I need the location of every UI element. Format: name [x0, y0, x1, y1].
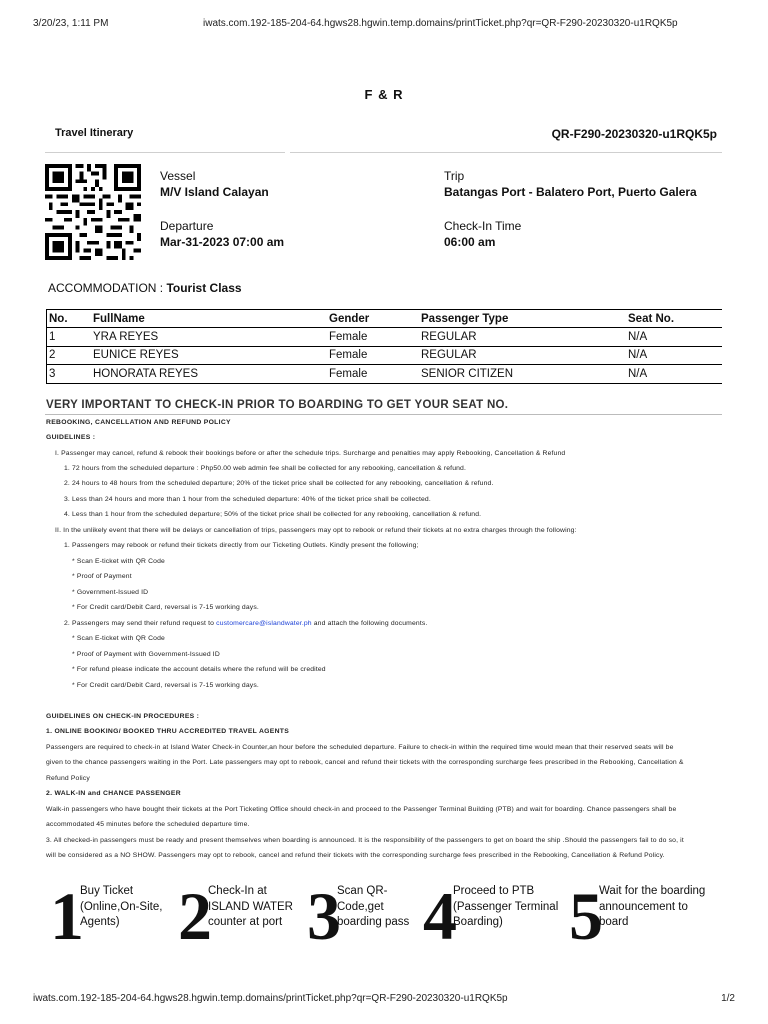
- accommodation: [48, 281, 242, 295]
- policy-line: II. In the unlikely event that there will be delays or cancellation of trips, passengers may opt to rebook or refund their tickets at no extra charges through the following:: [55, 527, 577, 534]
- policy-line: * Government-Issued ID: [72, 589, 149, 596]
- cell-gender: Female: [327, 365, 419, 384]
- step-4-number: 4: [423, 878, 457, 954]
- cell-no: 3: [47, 365, 92, 384]
- col-gender: Gender: [327, 310, 419, 328]
- policy-line: 1. 72 hours from the scheduled departure : Php50.00 web admin fee shall be collected for any rebooking, cancellation & refund.: [64, 465, 467, 472]
- policy-line: 2. 24 hours to 48 hours from the scheduled departure; 20% of the ticket price shall be collected for any rebooking, cancellation & refund.: [64, 480, 494, 487]
- step-5-text: Wait for the boarding announcement to board: [599, 885, 706, 928]
- cell-fullname: HONORATA REYES: [91, 365, 327, 384]
- vessel-label: Vessel: [160, 169, 196, 183]
- col-seat-no: Seat No.: [626, 310, 722, 328]
- table-header-row: [47, 310, 723, 328]
- col-fullname: FullName: [91, 310, 327, 328]
- step-2-text: Check-In at ISLAND WATER counter at port: [208, 885, 293, 928]
- cell-no: 2: [47, 346, 92, 365]
- departure-value: Mar-31-2023 07:00 am: [160, 235, 285, 249]
- policy-line: I. Passenger may cancel, refund & rebook their bookings before or after the schedule trips. Surcharge and penalties may apply Rebooking, Cancellation & Refund: [55, 450, 566, 457]
- procedure-line: given to the chance passengers waiting in the Port. Late passengers may opt to rebook, cancel and refund their tickets with the corresponding surcharge fees prescribed in the Rebooking, Cancellation &: [46, 759, 684, 766]
- col-passenger-type: Passenger Type: [419, 310, 626, 328]
- table-row: [47, 365, 723, 384]
- policy-line: * For refund please indicate the account details where the refund will be credited: [72, 666, 326, 673]
- cell-no: 1: [47, 328, 92, 347]
- guidelines-title: GUIDELINES :: [46, 434, 96, 441]
- online-booking-title: 1. ONLINE BOOKING/ BOOKED THRU ACCREDITED TRAVEL AGENTS: [46, 728, 290, 735]
- print-date: 3/20/23, 1:11 PM: [33, 18, 109, 29]
- passenger-table: [46, 309, 722, 384]
- step-3-number: 3: [307, 878, 341, 954]
- policy-line: 3. Less than 24 hours and more than 1 hour from the scheduled departure: 40% of the ticket price shall be collected.: [64, 496, 431, 503]
- step-2-number: 2: [178, 878, 212, 954]
- qr-code-id: QR-F290-20230320-u1RQK5p: [551, 127, 717, 141]
- accommodation-value: Tourist Class: [166, 281, 242, 295]
- step-4-text: Proceed to PTB (Passenger Terminal Boarding): [453, 885, 559, 928]
- important-notice: VERY IMPORTANT TO CHECK-IN PRIOR TO BOARDING TO GET YOUR SEAT NO.: [46, 399, 509, 411]
- vessel-value: M/V Island Calayan: [160, 185, 269, 199]
- cell-gender: Female: [327, 346, 419, 365]
- trip-label: Trip: [444, 169, 465, 183]
- walkin-title: 2. WALK-IN and CHANCE PASSENGER: [46, 790, 181, 797]
- policy-line: 4. Less than 1 hour from the scheduled departure; 50% of the ticket price shall be collected for any rebooking, cancellation & refund.: [64, 511, 482, 518]
- procedure-line: will be considered as a NO SHOW. Passengers may opt to rebook, cancel and refund their tickets with the corresponding surcharge fees prescribed in the Rebooking, Cancellation & Refund Policy.: [46, 852, 665, 859]
- checkin-procedures-title: GUIDELINES ON CHECK-IN PROCEDURES :: [46, 713, 200, 720]
- cell-fullname: YRA REYES: [91, 328, 327, 347]
- trip-value: Batangas Port - Balatero Port, Puerto Galera: [444, 185, 697, 199]
- cell-passenger-type: REGULAR: [419, 328, 626, 347]
- checkin-time-value: 06:00 am: [444, 235, 496, 249]
- cell-passenger-type: SENIOR CITIZEN: [419, 365, 626, 384]
- divider: [45, 414, 722, 415]
- procedure-line: Refund Policy: [46, 775, 90, 782]
- step-1-number: 1: [50, 878, 84, 954]
- step-1-text: Buy Ticket (Online,On-Site, Agents): [80, 885, 163, 928]
- page-number: 1/2: [721, 993, 735, 1004]
- accommodation-label: ACCOMMODATION :: [48, 281, 164, 295]
- policy-title: REBOOKING, CANCELLATION AND REFUND POLICY: [46, 419, 231, 426]
- table-row: [47, 346, 723, 365]
- divider: [290, 152, 722, 153]
- step-5-number: 5: [569, 878, 603, 954]
- col-no: No.: [47, 310, 92, 328]
- refund-request-line: [64, 620, 427, 627]
- cell-passenger-type: REGULAR: [419, 346, 626, 365]
- refund-request-suffix: and attach the following documents.: [311, 620, 428, 627]
- customer-care-email-link[interactable]: customercare@islandwater.ph: [216, 620, 312, 627]
- cell-seat-no: N/A: [626, 346, 722, 365]
- refund-request-prefix: 2. Passengers may send their refund request to: [64, 620, 217, 627]
- procedure-line: 3. All checked-in passengers must be ready and present themselves when boarding is announced. It is the responsibility of the passengers to get on board the ship .Should the passengers fail to do so, it: [46, 837, 684, 844]
- qr-code-image: [45, 164, 141, 260]
- policy-line: * Proof of Payment: [72, 573, 132, 580]
- step-3-text: Scan QR-Code,get boarding pass: [337, 885, 410, 928]
- company-name: F & R: [364, 87, 404, 102]
- footer-url: iwats.com.192-185-204-64.hgws28.hgwin.temp.domains/printTicket.php?qr=QR-F290-20230320-u1RQK5p: [33, 993, 508, 1004]
- cell-gender: Female: [327, 328, 419, 347]
- print-url: iwats.com.192-185-204-64.hgws28.hgwin.temp.domains/printTicket.php?qr=QR-F290-20230320-u1RQK5p: [203, 18, 678, 29]
- checkin-time-label: Check-In Time: [444, 219, 522, 233]
- cell-seat-no: N/A: [626, 365, 722, 384]
- cell-seat-no: N/A: [626, 328, 722, 347]
- procedure-line: Passengers are required to check-in at Island Water Check-in Counter,an hour before the scheduled departure. Failure to check-in within the required time would mean that their reserved seats will be: [46, 744, 674, 751]
- policy-line: * Proof of Payment with Government-Issued ID: [72, 651, 220, 658]
- policy-line: * Scan E-ticket with QR Code: [72, 635, 165, 642]
- policy-line: * For Credit card/Debit Card, reversal is 7-15 working days.: [72, 682, 259, 689]
- policy-line: * Scan E-ticket with QR Code: [72, 558, 165, 565]
- procedure-line: accommodated 45 minutes before the scheduled departure time.: [46, 821, 250, 828]
- divider: [45, 152, 285, 153]
- policy-line: 1. Passengers may rebook or refund their tickets directly from our Ticketing Outlets. Kindly present the following;: [64, 542, 419, 549]
- policy-line: * For Credit card/Debit Card, reversal is 7-15 working days.: [72, 604, 259, 611]
- table-row: [47, 328, 723, 347]
- procedure-line: Walk-in passengers who have bought their tickets at the Port Ticketing Office should check-in and proceed to the Passenger Terminal Building (PTB) and wait for boarding. Chance passengers shall be: [46, 806, 677, 813]
- departure-label: Departure: [160, 219, 214, 233]
- cell-fullname: EUNICE REYES: [91, 346, 327, 365]
- travel-itinerary-heading: Travel Itinerary: [55, 127, 134, 139]
